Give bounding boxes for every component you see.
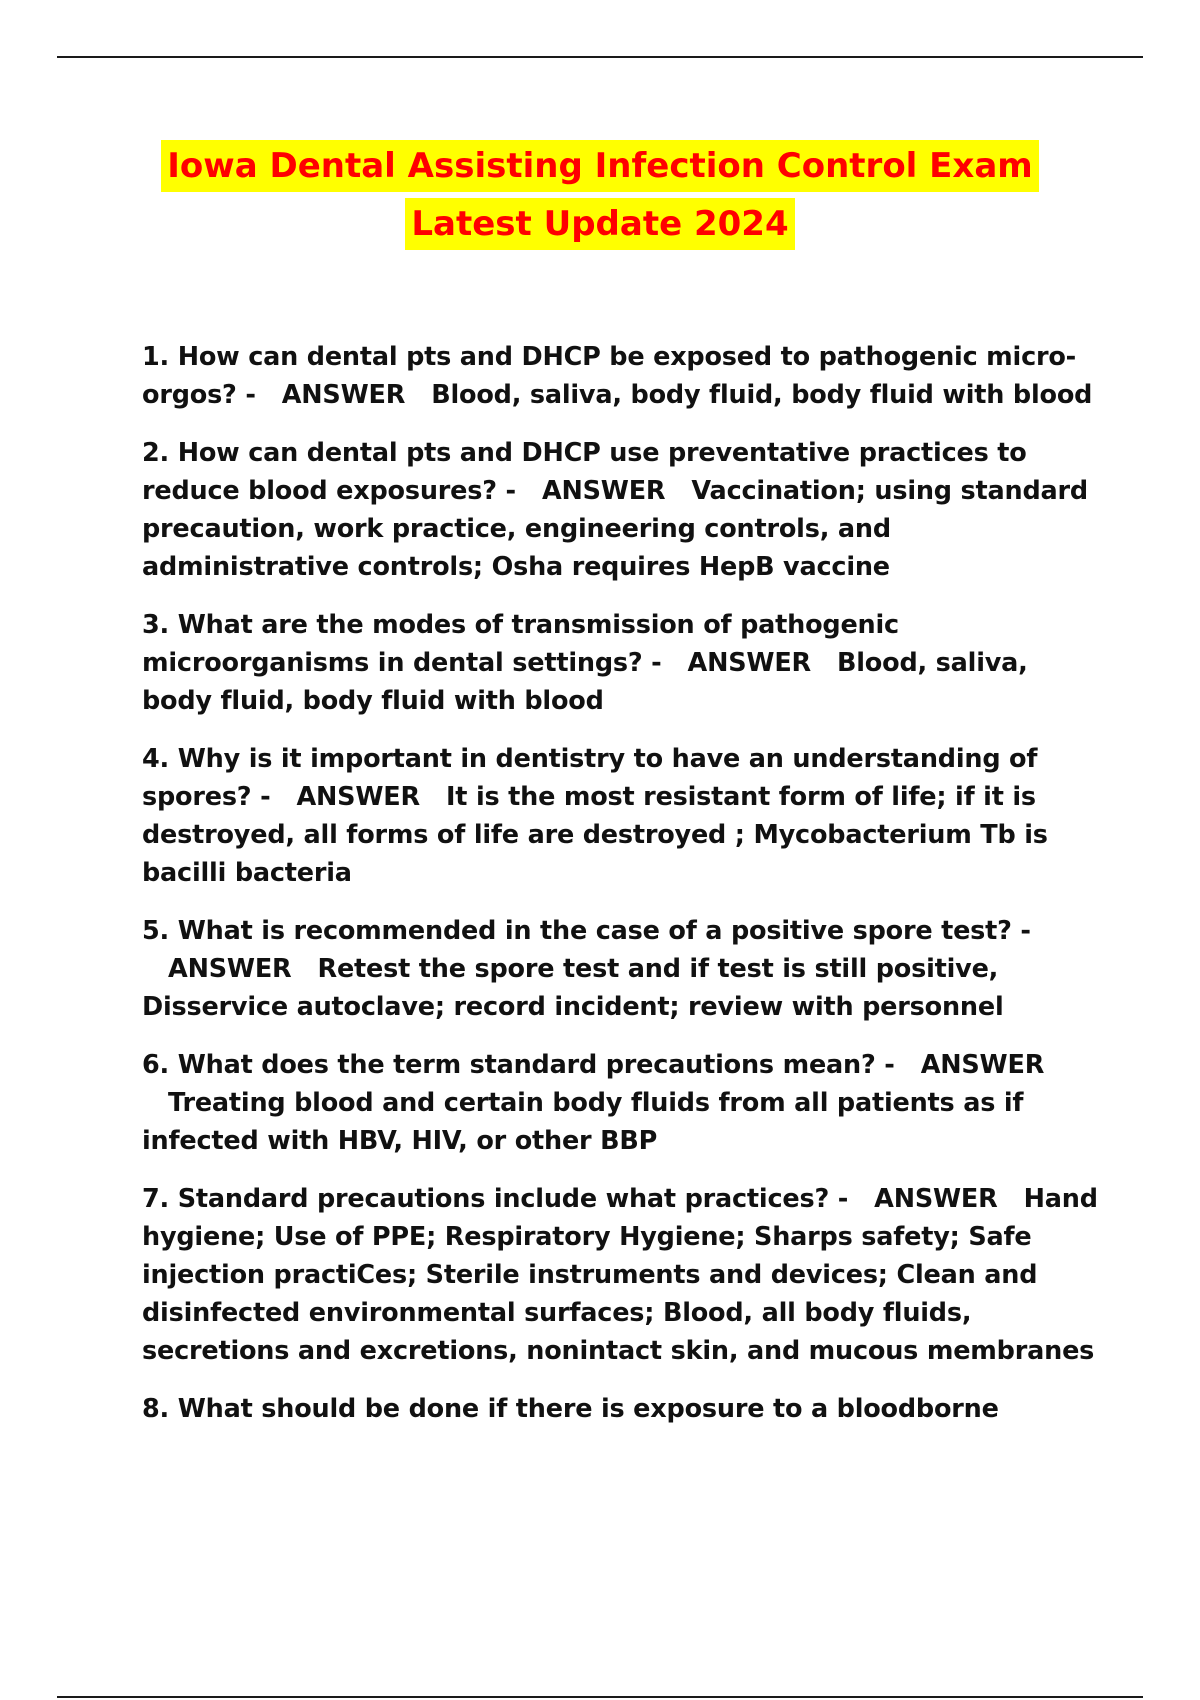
item-number: 2. — [142, 438, 170, 468]
answer-label: ANSWER — [687, 648, 811, 678]
answer-text: Treating blood and certain body fluids from all patients as if infected with HBV, HIV, or other BBP — [142, 1088, 1024, 1156]
answer-text: Hand hygiene; Use of PPE; Respiratory Hygiene; Sharps safety; Safe injection practiCes; Sterile instruments and devices; Clean and disinfected environmental surfaces; Blood, all body fluids, secretions and excretions, nonintact skin, and mucous membranes — [142, 1184, 1098, 1366]
item-number: 6. — [142, 1050, 170, 1080]
question-text: Standard precautions include what practices? - — [177, 1184, 849, 1214]
answer-label: ANSWER — [920, 1050, 1045, 1080]
question-text: What does the term standard precautions mean? - — [177, 1050, 895, 1080]
bottom-divider — [57, 1696, 1143, 1698]
answer-text: Retest the spore test and if test is still positive, Disservice autoclave; record incident; review with personnel — [142, 954, 1004, 1022]
title-line-1: Iowa Dental Assisting Infection Control Exam — [161, 140, 1038, 192]
question-text: What should be done if there is exposure to a bloodborne — [177, 1394, 999, 1424]
item-number: 8. — [142, 1394, 170, 1424]
qa-item-6 — [142, 1046, 1102, 1160]
qa-list — [142, 338, 1102, 1448]
qa-item-1 — [142, 338, 1102, 414]
answer-label: ANSWER — [168, 954, 292, 984]
qa-item-3 — [142, 606, 1102, 720]
top-divider — [57, 56, 1143, 58]
qa-item-2 — [142, 434, 1102, 586]
question-text: How can dental pts and DHCP use preventative practices to reduce blood exposures? - — [142, 438, 1027, 506]
item-number: 1. — [142, 342, 170, 372]
qa-item-8 — [142, 1390, 1102, 1428]
answer-text: It is the most resistant form of life; if it is destroyed, all forms of life are destroyed ; Mycobacterium Tb is bacilli bacteria — [142, 782, 1048, 888]
question-text: How can dental pts and DHCP be exposed to pathogenic micro-orgos? - — [142, 342, 1077, 410]
answer-text: Blood, saliva, body fluid, body fluid with blood — [431, 380, 1093, 410]
title-line-2: Latest Update 2024 — [405, 198, 794, 250]
answer-label: ANSWER — [874, 1184, 998, 1214]
answer-label: ANSWER — [296, 782, 420, 812]
answer-text: Vaccination; using standard precaution, work practice, engineering controls, and administrative controls; Osha requires HepB vaccine — [142, 476, 1088, 582]
item-number: 4. — [142, 744, 170, 774]
question-text: What is recommended in the case of a positive spore test? - — [177, 916, 1031, 946]
answer-text: Blood, saliva, body fluid, body fluid with blood — [142, 648, 1028, 716]
qa-item-7 — [142, 1180, 1102, 1370]
answer-label: ANSWER — [541, 476, 666, 506]
document-title — [0, 140, 1200, 250]
question-text: Why is it important in dentistry to have an understanding of spores? - — [142, 744, 1038, 812]
qa-item-5 — [142, 912, 1102, 1026]
question-text: What are the modes of transmission of pathogenic microorganisms in dental settings? - — [142, 610, 899, 678]
item-number: 7. — [142, 1184, 170, 1214]
answer-label: ANSWER — [281, 380, 406, 410]
item-number: 5. — [142, 916, 170, 946]
qa-item-4 — [142, 740, 1102, 892]
item-number: 3. — [142, 610, 170, 640]
